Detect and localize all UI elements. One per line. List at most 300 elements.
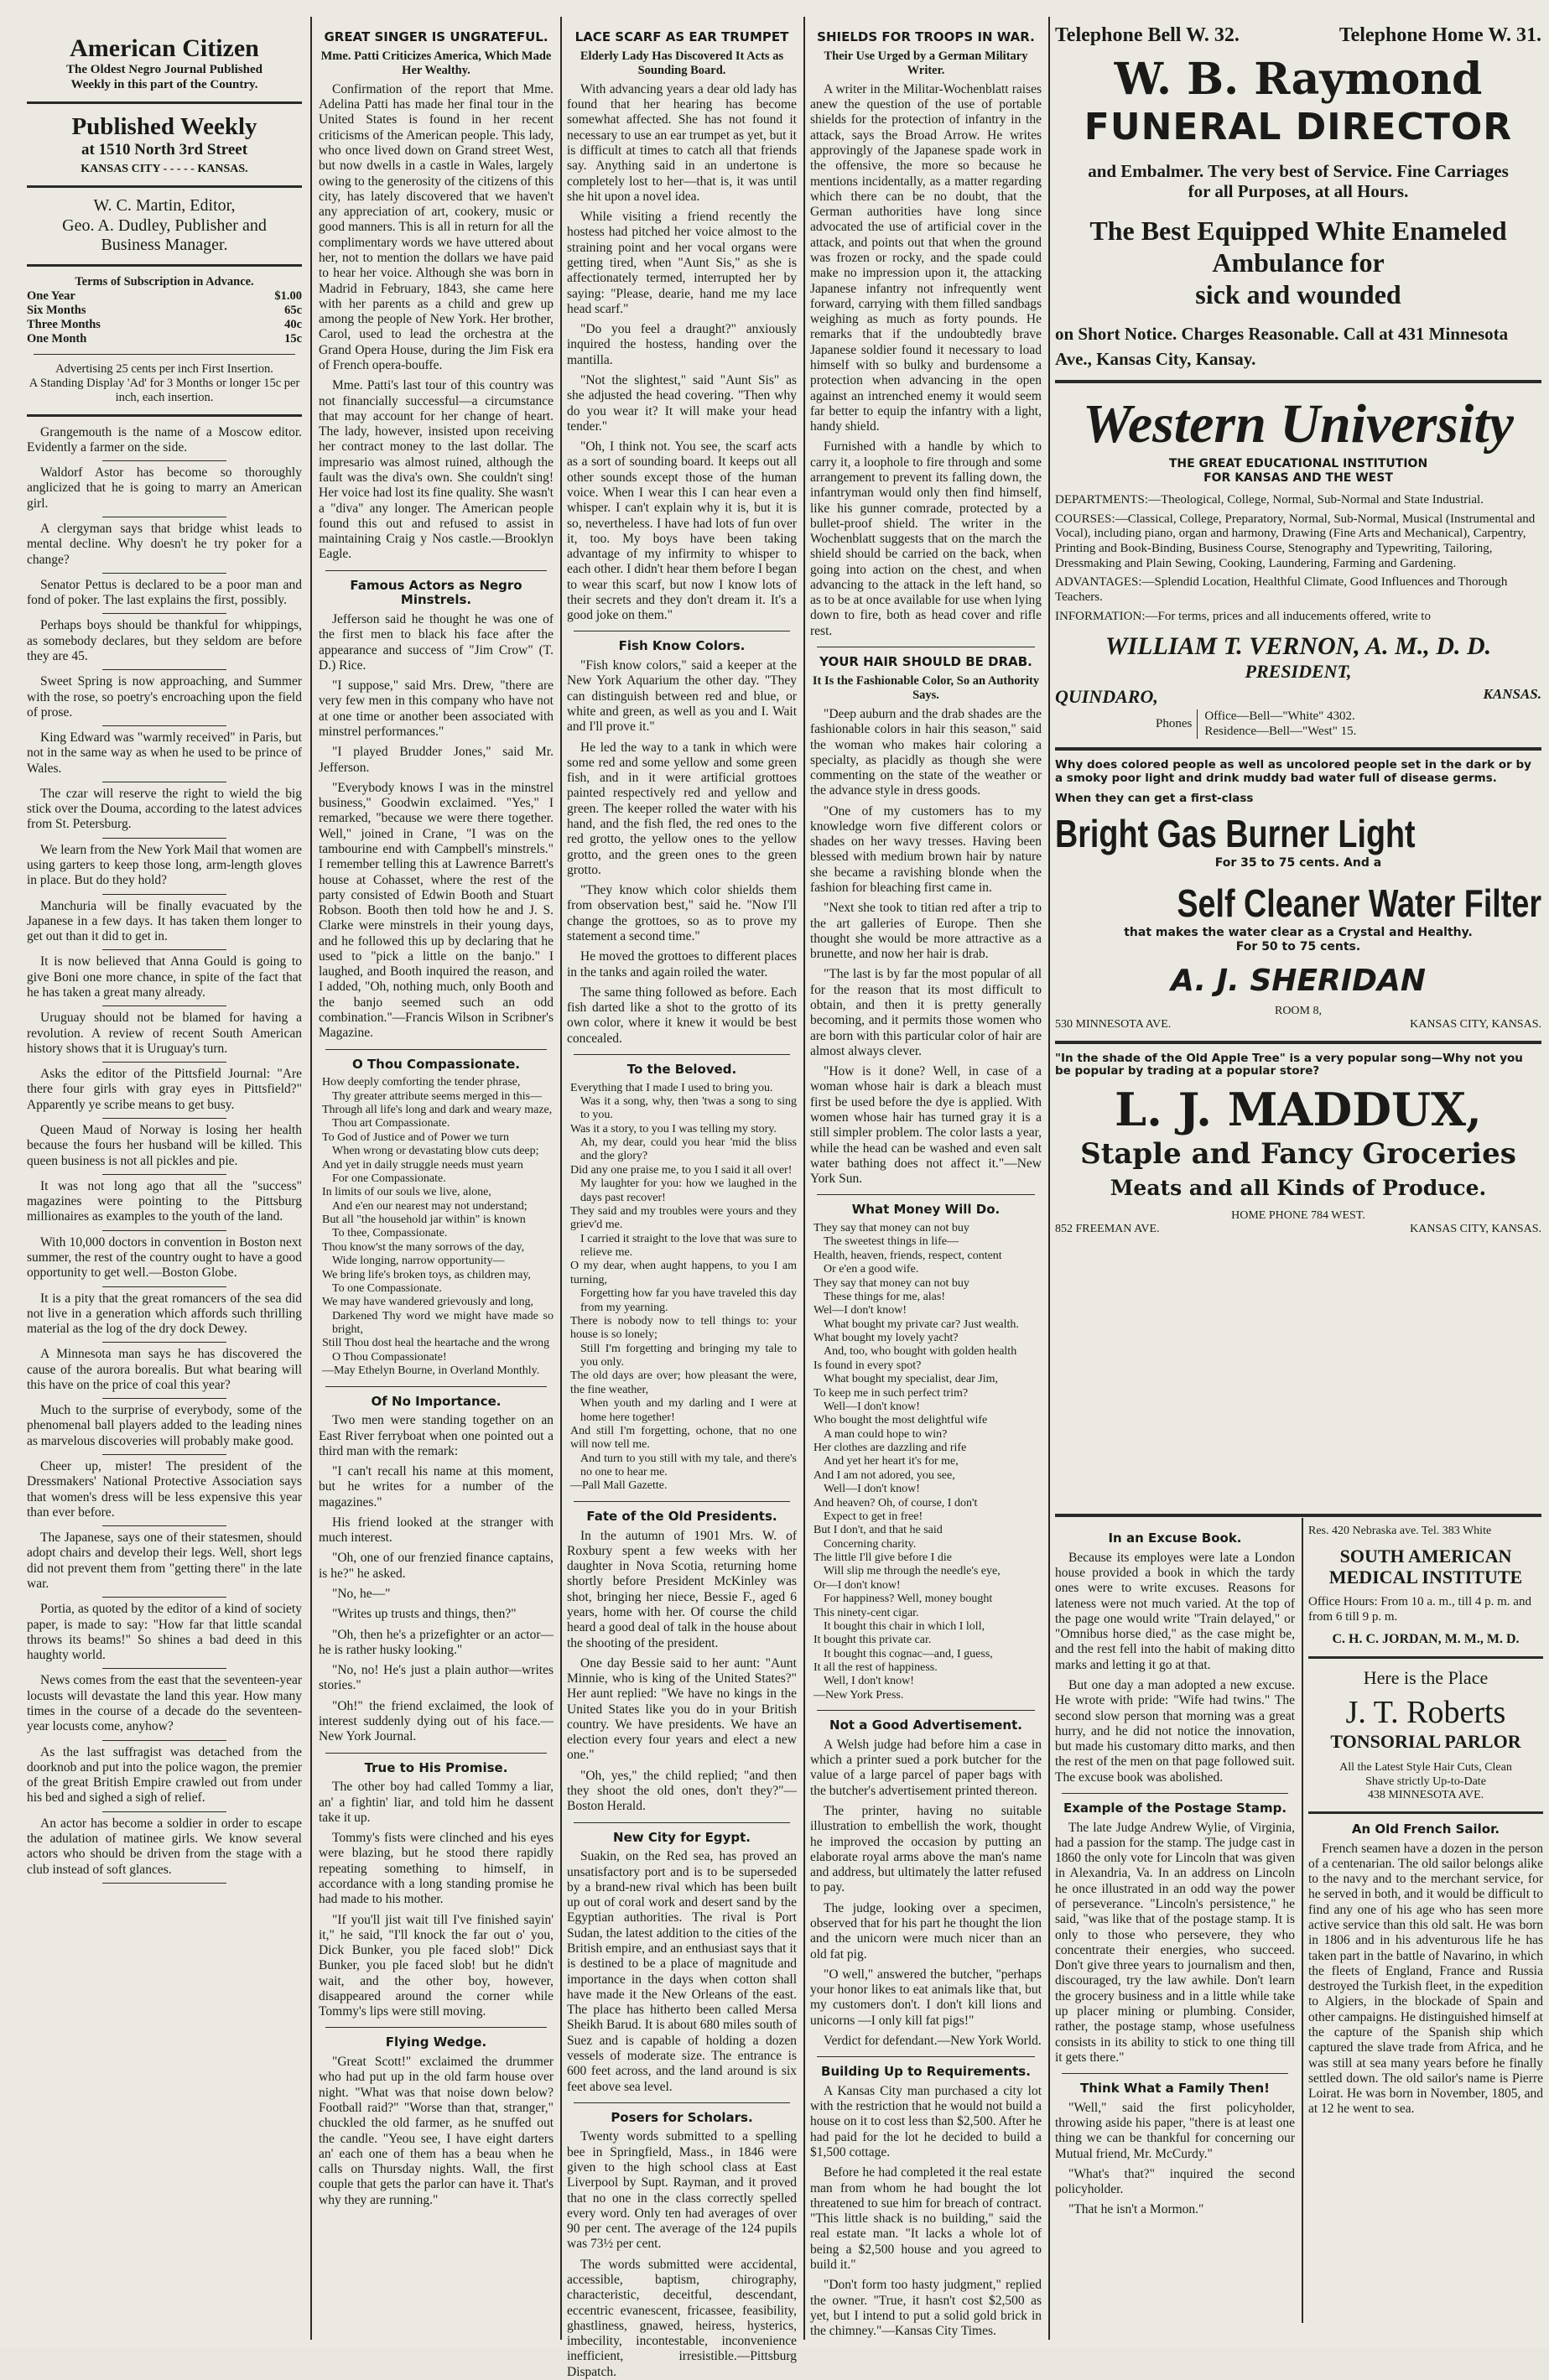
paragraph: "Great Scott!" exclaimed the drummer who had put up in the old farm house over night. "What was that noise down below? Football raid?" "Worse than that, stranger," chuckled the old farmer, as he snuffed out the candle. "Yeou see, I have eight darters an' each one of them has a beau when he calls on Thursday nights. Wall, the first couple that gets the parlor can have it. That's why they are running." — [319, 2055, 554, 2207]
paragraph: But one day a man adopted a new excuse. He wrote with pride: "Wife had twins." The second slow person that morning was a great hurry, and he did not notice the innovation, but made his customary ditto marks, and then the rest of the men on that page followed suit. The excuse book was abolished. — [1055, 1677, 1295, 1785]
poem-line: What bought my specialist, dear Jim, — [824, 1373, 999, 1386]
separator — [102, 1118, 226, 1119]
poem-line: Will slip me through the needle's eye, — [824, 1565, 1001, 1578]
poem-line: And e'en our nearest may not understand; — [332, 1199, 528, 1213]
paragraph: "Oh, yes," the child replied; "and then they shoot the old ones, don't they?"—Boston Herald. — [567, 1768, 797, 1814]
separator — [102, 949, 226, 950]
paragraph: "Don't form too hasty judgment," replied the owner. "True, it hasn't cost $2,500 as yet, but I intend to put a solid gold brick in the chimney."—Kansas City Times. — [810, 2278, 1042, 2339]
paragraph: A Minnesota man says he has discovered the cause of the aurora borealis. But what bearing will this have on the price of coal this year? — [27, 1347, 302, 1392]
article-body — [567, 658, 797, 1047]
terms-list — [27, 289, 302, 346]
wu-kansas: KANSAS. — [1483, 685, 1541, 702]
column-rule — [1302, 1518, 1303, 2323]
poem-line: Or—I don't know! — [813, 1578, 901, 1592]
paragraph: While visiting a friend recently the hostess had pitched her voice almost to the straining point and her vocal organs were getting tired, when "Aunt Sis," as she is affectionately termed, interrupted her by saying: "Please, dearie, hand me my lace head scarf." — [567, 210, 797, 316]
poem-line: Concerning charity. — [824, 1537, 917, 1551]
paragraph: "Writes up trusts and things, then?" — [332, 1607, 517, 1622]
article-body — [319, 1780, 554, 2019]
terms-label: Three Months — [27, 318, 101, 332]
poem-line: The sweetest things in life— — [824, 1235, 959, 1249]
paragraph: In the autumn of 1901 Mrs. W. of Roxbury spent a few weeks with her daughter in Nova Scotia, returning home shortly before President McKinley was shot, bringing her niece, Bessie F., aged 6 years, home with her. Of course the child heard a good deal of talk in the house about the shooting of the president. — [567, 1528, 797, 1650]
poem-line: —New York Press. — [813, 1688, 904, 1702]
poem-line: Wel—I don't know! — [813, 1304, 907, 1317]
poem-line: But all "the household jar within" is known — [322, 1213, 526, 1227]
separator — [102, 1668, 226, 1669]
wu-phones-label: Phones — [1156, 716, 1193, 730]
terms-row — [27, 304, 302, 318]
separator — [102, 1286, 226, 1287]
paragraph: Much to the surprise of everybody, some of the phenomenal ball players added to the leading nines as marvelous discoveries will probably make good. — [27, 1403, 302, 1448]
sheridan-question-2: When they can get a first-class — [1055, 792, 1254, 806]
column-rule — [560, 17, 562, 2340]
article-title: True to His Promise. — [364, 1759, 508, 1775]
paragraph: "That he isn't a Mormon." — [1068, 2202, 1204, 2217]
publisher-city: KANSAS CITY - - - - - KANSAS. — [81, 163, 248, 176]
ads-area — [1055, 23, 1541, 1525]
paragraph: "I can't recall his name at this moment, but he writes for a number of the magazines." — [319, 1464, 554, 1510]
poem-line: Thy greater attribute seems merged in this— — [332, 1089, 543, 1103]
poem-line: —Pall Mall Gazette. — [570, 1479, 668, 1493]
poem-line: —May Ethelyn Bourne, in Overland Monthly. — [322, 1364, 540, 1378]
paragraph: "Well," said the first policyholder, throwing aside his paper, "there is at least one thing we can be thankful for concerning our Mutual friend, Mr. McCurdy." — [1055, 2100, 1295, 2161]
paragraph: Suakin, on the Red sea, has proved an unsatisfactory port and is to be superseded by a brand-new rival which has been built up out of coral work and desert sand by the Egyptian authorities. The rival is Port Sudan, the latest addition to the cities of the British empire, and an enthusiast says that it is destined to be a place of magnitude and importance in the days when cotton shall have made it the New Orleans of the east. The place has hitherto been called Mersa Sheikh Barud. It is about 680 miles south of Suez and is capable of holding a dozen vessels of moderate size. The entrance is 600 feet across, and the land around is six feet above sea level. — [567, 1849, 797, 2094]
paragraph: It was not long ago that all the "success" magazines were pointing to the Pittsburg millionaires as examples to the youth of the land. — [27, 1178, 302, 1224]
poem-line: Was it a story, to you I was telling my story. — [570, 1122, 777, 1135]
wu-departments: DEPARTMENTS:—Theological, College, Normal, Sub-Normal and State Industrial. — [1055, 493, 1484, 507]
poem-line: And turn to you still with my tale, and there's no one to hear me. — [580, 1452, 797, 1479]
paragraph: The printer, having no suitable illustration to embellish the work, thought he improved the occasion by putting an elaborate royal arms above the man's name and address, but ultimately the latter refused to pay. — [810, 1804, 1042, 1895]
separator — [102, 838, 226, 839]
poem-line: Ah, my dear, could you hear 'mid the bliss and the glory? — [580, 1136, 797, 1163]
article-subtitle: It Is the Fashionable Color, So an Authority Says. — [812, 673, 1040, 702]
paragraph: "Oh, one of our frenzied finance captains, is he?" he asked. — [319, 1551, 554, 1581]
poem-line: I carried it straight to the love that was sure to relieve me. — [580, 1232, 797, 1260]
poem-title: What Money Will Do. — [851, 1202, 1001, 1218]
poem-line: Forgetting how far you have traveled this day from my yearning. — [580, 1287, 797, 1314]
paragraph: French seamen have a dozen in the person of a centenarian. The old sailor belongs alike to the navy and to the merchant service, for he served in both, and it would be difficult to find any one of his age who has seen more active service than this old salt. He was born in 1806 and in his adventurous life he has taken part in the battle of Navarino, in which the fleets of England, France and Russia destroyed the Turkish fleet, in the expedition to Algiers, in the blockade of Spain and other campaigns. He distinguished himself at the capture of the Spanish ship which captured the slave trade from Africa, and he was still at sea many years before he finally settled down. The old sailor's name is Pierre Loirat. He was born in November, 1805, and at 12 he went to sea. — [1308, 1841, 1543, 2117]
paragraph: The other boy had called Tommy a liar, an' a fightin' liar, and told him he dassent take it up. — [319, 1780, 554, 1825]
poem-line: It bought this chair in which I loll, — [824, 1619, 985, 1633]
poem-line: For one Compassionate. — [332, 1172, 446, 1185]
paragraph: Mme. Patti's last tour of this country was not financially successful—a circumstance that may account for her change of heart. The lady, however, insisted upon receiving her contract money to the last dollar. The impresario was almost ruined, although the fault was the diva's own. She couldn't sing! Her voice had lost its fine quality. She wasn't a "diva" any longer. The American people found this out and refused to assist in maintaining Craig y Nos castle.—Brooklyn Eagle. — [319, 378, 554, 562]
poem-line: And yet in daily struggle needs must yearn — [322, 1158, 523, 1172]
raymond-line: on Short Notice. Charges Reasonable. Call at 431 Minnesota Ave., Kansas City, Kansay. — [1055, 324, 1509, 369]
poem-line: And, too, who bought with golden health — [824, 1345, 1017, 1359]
jt-name: J. T. Roberts — [1345, 1694, 1506, 1730]
poem-line: It all the rest of happiness. — [813, 1661, 938, 1675]
paragraph: Verdict for defendant.—New York World. — [824, 2033, 1042, 2048]
poem-line: Still I'm forgetting and bringing my tale to you only. — [580, 1342, 797, 1369]
separator — [102, 573, 226, 574]
article-title: New City for Egypt. — [613, 1829, 751, 1845]
paragraph: The words submitted were accidental, accessible, baptism, chirography, characteristic, deceitful, descendant, eccentric evanescent, fricassee, feasibility, ghastliness, gnawed, heiress, hysterics, imbecility, incontestable, inconvenience inefficient, irresistible.—Pittsburg Dispatch. — [567, 2257, 797, 2379]
wu-residence-phone: Residence—Bell—"West" 15. — [1204, 724, 1357, 738]
paragraph: It is a pity that the great romancers of the sea did not live in a generation which affords such thrilling material as the log of the dry dock Dewey. — [27, 1291, 302, 1337]
paragraph: With 10,000 doctors in convention in Boston next summer, the rest of the country ought to have a good opportunity to get well.—Boston Globe. — [27, 1234, 302, 1281]
paragraph: Because its employes were late a London house provided a book in which the tardy ones were to write excuses. Reasons for lateness were not much varied. At the top of the page one would write "Train delayed," or "Omnibus horse died," as the case might be, and the rest fell into the habit of making ditto marks and letting it go at that. — [1055, 1550, 1295, 1672]
paragraph: The Japanese, says one of their statesmen, should adopt chairs and develop their legs. Well, short legs did not prevent them from "getting there" in the late war. — [27, 1530, 302, 1591]
wu-president: PRESIDENT, — [1245, 660, 1352, 682]
display-ad-rate: A Standing Display 'Ad' for 3 Months or longer 15c per inch, each insertion. — [29, 377, 300, 405]
article-title: GREAT SINGER IS UNGRATEFUL. — [324, 29, 548, 44]
poem-line: For happiness? Well, money bought — [824, 1593, 993, 1606]
poem-line: Health, heaven, friends, respect, content — [813, 1249, 1002, 1262]
paragraph: Cheer up, mister! The president of the Dressmakers' National Protective Association says that women's dress will be less expensive this year than ever before. — [27, 1459, 302, 1520]
paragraph: "No, no! He's just a plain author—writes stories." — [319, 1663, 554, 1693]
sheridan-gas-light: Bright Gas Burner Light — [1055, 811, 1416, 855]
maddux-name: L. J. MADDUX, — [1115, 1083, 1482, 1137]
article-title: An Old French Sailor. — [1351, 1821, 1500, 1837]
paragraph: The late Judge Andrew Wylie, of Virginia, had a passion for the stamp. The judge cast in 1860 the only vote for Lincoln that was given in Alexandria, Va. In an address on Lincoln he once illustrated in an odd way the power of perseverance. "Lincoln's persistence," he said, "was like that of the postage stamp. It is only to those who persevere, they who concentrate their energies, who succeed. Don't give three years to journalism and then, discouraged, try the law awhile. Don't learn the grocery business and in a little while take up placer mining or plumbing. Consider, rather, the postage stamp, whose usefulness consists in its ability to stick to one thing till it gets there." — [1055, 1820, 1295, 2065]
poem-line: They say that money can not buy — [813, 1276, 969, 1290]
poem-line: And I am not adored, you see, — [813, 1468, 955, 1482]
paragraph: Two men were standing together on an East River ferryboat when one pointed out a third man with the remark: — [319, 1413, 554, 1458]
paragraph: The judge, looking over a specimen, observed that for his part he thought the lion and the unicorn were much nicer than an old fat pig. — [810, 1900, 1042, 1962]
poem-line: The little I'll give before I die — [813, 1551, 953, 1565]
paragraph: Jefferson said he thought he was one of the first men to black his face after the appearance and success of "Jim Crow" (T. D.) Rice. — [319, 612, 554, 673]
wu-office-phone: Office—Bell—"White" 4302. — [1204, 709, 1355, 723]
jt-line: All the Latest Style Hair Cuts, Clean — [1339, 1761, 1512, 1775]
paragraph: A Kansas City man purchased a city lot with the restriction that he would not build a house on it to cost less than $2,500. After he had paid for the lot he decided to build a $1,500 cottage. — [810, 2083, 1042, 2160]
article-subtitle: Mme. Patti Criticizes America, Which Made Her Wealthy. — [320, 49, 552, 77]
poem-line: And still I'm forgetting, ochone, that no one will now tell me. — [570, 1424, 797, 1452]
sheridan-name: A. J. SHERIDAN — [1171, 964, 1426, 999]
article-title: SHIELDS FOR TROOPS IN WAR. — [817, 29, 1035, 44]
separator — [102, 1740, 226, 1741]
terms-price: 15c — [284, 332, 302, 346]
paragraph: "Deep auburn and the drab shades are the fashionable colors in hair this season," said the woman who makes hair coloring a specialty, as placidly as though she were commenting on the state of the weather or the advance style in dress goods. — [810, 706, 1042, 798]
article-title: Think What a Family Then! — [1079, 2081, 1271, 2097]
terms-title: Terms of Subscription in Advance. — [75, 274, 254, 288]
article-body — [319, 82, 554, 563]
sa-name-2: MEDICAL INSTITUTE — [1328, 1567, 1523, 1588]
paragraph: "I suppose," said Mrs. Drew, "there are very few men in this company who have not at one time or another been associated with minstrel performances." — [319, 678, 554, 739]
paragraph: "Oh, I think not. You see, the scarf acts as a sort of sounding board. It keeps out all other sounds except those of the human voice. When I wear this I can hear even a whisper. I can't explain why it is, but it is so, nevertheless. I have had lots of fun over it, too. My boys have been taking advantage of my infirmity to whisper to each other. I didn't hear them before I began to wear this scarf, but now I know lots of their secrets and they don't dream it. It's a good joke on them." — [567, 439, 797, 623]
article-body — [810, 82, 1042, 639]
terms-row — [27, 318, 302, 332]
poem-line: And yet her heart it's for me, — [824, 1455, 959, 1468]
paragraph: An actor has become a soldier in order to escape the adulation of matinee girls. We know several actors who should be driven from the stage with a club instead of soft glances. — [27, 1816, 302, 1877]
maddux-groceries: Staple and Fancy Groceries — [1080, 1137, 1516, 1172]
poem-line: Who bought the most delightful wife — [813, 1414, 988, 1427]
maddux-address: 852 FREEMAN AVE. — [1055, 1223, 1160, 1236]
jt-address: 438 MINNESOTA AVE. — [1367, 1789, 1484, 1802]
poem-body — [319, 1076, 554, 1378]
article-title: Famous Actors as Negro Minstrels. — [350, 577, 522, 608]
sa-name: SOUTH AMERICAN — [1339, 1545, 1512, 1567]
poem-line: It bought this cognac—and, I guess, — [824, 1647, 993, 1660]
wu-subtitle: THE GREAT EDUCATIONAL INSTITUTION — [1168, 457, 1428, 471]
terms-price: $1.00 — [274, 288, 302, 303]
editor-line: W. C. Martin, Editor, — [93, 195, 236, 215]
article-body — [810, 2084, 1042, 2340]
article-body — [567, 1849, 797, 2095]
poem-line: How deeply comforting the tender phrase, — [322, 1076, 521, 1089]
paragraph: Uruguay should not be blamed for having a revolution. A review of recent South American history shows that it is Uruguay's turn. — [27, 1011, 302, 1056]
article-title: Fish Know Colors. — [618, 638, 746, 654]
sheridan-gas-price: For 35 to 75 cents. And a — [1214, 856, 1382, 870]
poem-line: Wide longing, narrow opportunity— — [332, 1255, 505, 1268]
paragraph: Sweet Spring is now approaching, and Summer with the rose, so poetry's encroaching upon the field of prose. — [27, 674, 302, 720]
raymond-name: W. B. Raymond — [1114, 54, 1483, 106]
sa-hours: Office Hours: From 10 a. m., till 4 p. m. and from 6 till 9 p. m. — [1308, 1595, 1531, 1624]
article-title: Flying Wedge. — [385, 2034, 487, 2050]
article-title: YOUR HAIR SHOULD BE DRAB. — [819, 654, 1032, 670]
paragraph: Queen Maud of Norway is losing her health because the fours her husband will be killed. This queen business is not all pickles and pie. — [27, 1122, 302, 1168]
paragraph: "Not the slightest," said "Aunt Sis" as she adjusted the head covering. "Then why do you wear it? It will make your head tender." — [567, 372, 797, 434]
paragraph: "If you'll jist wait till I've finished sayin' it," he said, "I'll knock the far out o' you, Dick Bunker, you ple faced slob!" Dick Bunker, you ple faced slob! but he didn't wait, and the other boy, however, disappeared around the corner while Tommy's lips were still moving. — [319, 1912, 554, 2019]
sheridan-city: KANSAS CITY, KANSAS. — [1410, 1018, 1541, 1032]
jt-here: Here is the Place — [1363, 1666, 1489, 1688]
article-title: Posers for Scholars. — [611, 2109, 753, 2125]
raymond-ambulance: The Best Equipped White Enameled Ambulance for — [1089, 216, 1507, 278]
poem-line: A man could hope to win? — [824, 1427, 948, 1441]
sheridan-question: Why does colored people as well as uncolored people set in the dark or by a smoky poor light and drink muddy bad water full of disease germs. — [1055, 758, 1531, 786]
separator — [102, 1174, 226, 1175]
poem-body — [567, 1082, 797, 1494]
paragraph: As the last suffragist was detached from the doorknob and put into the police wagon, the premier of the great British Empire crawled out from under his bed and sighed a sigh of relief. — [27, 1744, 302, 1806]
poem-line: What bought my private car? Just wealth. — [824, 1317, 1019, 1331]
paragraph: We learn from the New York Mail that women are using garters to keep those long, arm-length gloves in place. But do they hold? — [27, 842, 302, 888]
separator — [102, 669, 226, 670]
paragraph: "Everybody knows I was in the minstrel business," Goodwin exclaimed. "Yes," I remarked, "because we were there together. Well," joined in Crane, "I was on the tambourine end with Campbell's minstrels." I remember telling this at Lawrence Barrett's house at Cohasset, where the rest of the party consisted of Edwin Booth and Stuart Robson. Booth then told how he and J. S. Clarke were minstrels in their young days, and he followed this up by declaring that he used to "pick a little on the banjo." I laughed, and Booth inquired the reason, and I added, "Oh, nothing much, only Booth and the banjo seemed such an odd combination."—Francis Wilson in Scribner's Magazine. — [319, 780, 554, 1041]
published-weekly: Published Weekly — [71, 112, 257, 140]
poem-title: O Thou Compassionate. — [351, 1056, 521, 1072]
raymond-line: and Embalmer. The very best of Service. Fine Carriages — [1088, 160, 1509, 181]
separator — [102, 460, 226, 461]
terms-row — [27, 289, 302, 304]
poem-line: What bought my lovely yacht? — [813, 1332, 959, 1345]
paragraph: He moved the grottoes to different places in the tanks and again roiled the water. — [567, 949, 797, 980]
poem-line: My laughter for you: how we laughed in the days past recover! — [580, 1177, 797, 1204]
separator — [102, 1883, 226, 1884]
paragraph: Perhaps boys should be thankful for whippings, as somebody declares, but they seldom are before they are 45. — [27, 618, 302, 663]
paragraph: Senator Pettus is declared to be a poor man and fond of poker. The last explains the first, possibly. — [27, 577, 302, 608]
poem-line: They said and my troubles were yours and they griev'd me. — [570, 1204, 797, 1232]
wu-courses: COURSES:—Classical, College, Preparatory, Normal, Sub-Normal, Musical (Instrumental and Vocal), including piano, organ and harmony, Drawing (Fine Arts and Mechanical), Carpentry, Printing and Book-Binding, Business Course, Stenography and Typewriting, Tailoring, Dressmaking and Plain Sewing, Cooking, Laundering, Farming and Gardening. — [1055, 512, 1536, 570]
paragraph: Furnished with a handle by which to carry it, a loophole to fire through and some arrangement to prevent its falling down, the infantryman would only then find himself, like his gunner comrade, protected by a bullet-proof shield. The writer in the Wochenblatt suggests that on the march the shield should be carried on the back, when going into action on the chest, and when advancing to the attack in the left hand, so as to be at once available for use when lying down to fire, both as head cover and rifle rest. — [810, 439, 1042, 638]
article-body — [319, 1413, 554, 1744]
article-body — [1055, 1821, 1295, 2066]
poem-line: Thou know'st the many sorrows of the day, — [322, 1240, 525, 1254]
paragraph: "The last is by far the most popular of all for the reason that its most difficult to obtain, and then it is pretty generally becoming, and it permits those women who are born with this particular color of hair are almost always clever. — [810, 967, 1042, 1058]
poem-line: Well, I don't know! — [824, 1675, 914, 1688]
paragraph: "They know which color shields them from observation best," said he. "Now I'll change the grottoes, so as to prove my statement a second time." — [567, 883, 797, 943]
poem-body — [810, 1222, 1042, 1702]
terms-label: One Year — [27, 288, 75, 303]
wu-advantages: ADVANTAGES:—Splendid Location, Healthful Climate, Good Influences and Thorough Teachers. — [1055, 575, 1508, 605]
separator — [102, 1454, 226, 1455]
paragraph: "Next she took to titian red after a trip to the art galleries of Europe. Then she thought she would be more attractive as a brunette, and now her hair is drab. — [810, 901, 1042, 962]
wu-contact-person: WILLIAM T. VERNON, A. M., D. D. — [1105, 631, 1492, 660]
terms-price: 65c — [284, 303, 302, 317]
maddux-city: KANSAS CITY, KANSAS. — [1410, 1223, 1541, 1236]
article-body — [319, 612, 554, 1042]
sheridan-filter-desc: that makes the water clear as a Crystal and Healthy. — [1124, 926, 1473, 940]
article-title: Example of the Postage Stamp. — [1063, 1800, 1287, 1816]
column-1-paragraphs — [27, 425, 302, 1884]
sheridan-room: ROOM 8, — [1274, 1004, 1322, 1017]
separator — [102, 1230, 226, 1231]
poem-line: Her clothes are dazzling and rife — [813, 1442, 967, 1455]
paragraph: A Welsh judge had before him a case in which a printer sued a pork butcher for the value of a large parcel of paper bags with the butcher's advertisement printed thereon. — [810, 1737, 1042, 1798]
paragraph: A writer in the Militar-Wochenblatt raises anew the question of the use of portable shields for the protection of infantry in the attack, says the Broad Arrow. He writes approvingly of the Japanese spade work in the offensive, the more so because he mentions incidentally, as a matter regarding which there can be no doubt, that the German authorities have long since advocated the use of artificial cover in the attack, and points out that when the ground was frozen or rocky, and the spade could make no impression upon it, the attacking Japanese infantry not infrequently went forward, carrying with them filled sandbags weighing as much as forty pounds. He remarks that if the undoubtedly brave Japanese soldier found it necessary to load himself with so bulky and burdensome a protection when advancing in the open against an intrenched enemy it would seem far better to equip the infantry with a light, handy shield. — [810, 81, 1042, 434]
publisher-line: Geo. A. Dudley, Publisher and — [62, 216, 267, 235]
sa-doctor: C. H. C. JORDAN, M. M., M. D. — [1332, 1631, 1520, 1646]
poem-line: Thou art Compassionate. — [332, 1117, 450, 1130]
poem-line: But I don't, and that he said — [813, 1524, 943, 1537]
separator — [102, 1398, 226, 1399]
jt-line: Shave strictly Up-to-Date — [1365, 1775, 1486, 1788]
article-title: In an Excuse Book. — [1108, 1530, 1242, 1546]
paragraph: Twenty words submitted to a spelling bee in Springfield, Mass., in 1846 were given to the high school class at East Liverpool by Supt. Rayman, and it proved that no one in the class correctly spelled every word. Only ten had averages of over 90 per cent. The average of the 124 pupils was 73½ per cent. — [567, 2129, 797, 2252]
paragraph: Grangemouth is the name of a Moscow editor. Evidently a farmer on the side. — [27, 424, 302, 455]
article-body — [567, 1529, 797, 1815]
poem-line: O Thou Compassionate! — [332, 1350, 447, 1364]
article-body — [1055, 1551, 1295, 1785]
paragraph: His friend looked at the stranger with much interest. — [319, 1515, 554, 1546]
maddux-question: "In the shade of the Old Apple Tree" is a very popular song—Why not you be popular by trading at a popular store? — [1055, 1051, 1523, 1078]
advertising-rate: Advertising 25 cents per inch First Insertion. — [55, 362, 273, 377]
article-body — [810, 1738, 1042, 2049]
publisher-address: at 1510 North 3rd Street — [81, 140, 248, 158]
poem-line: Well—I don't know! — [824, 1400, 920, 1413]
article-title: LACE SCARF AS EAR TRUMPET — [574, 29, 789, 44]
poem-line: Through all life's long and dark and weary maze, — [322, 1104, 553, 1117]
poem-line: This ninety-cent cigar. — [813, 1606, 919, 1619]
article-body — [319, 2055, 554, 2208]
paragraph: A clergyman says that bridge whist leads to mental decline. Why doesn't he try poker for a change? — [27, 521, 302, 567]
article-body — [1055, 2101, 1295, 2218]
raymond-line: for all Purposes, at all Hours. — [1188, 181, 1409, 202]
poem-line: There is nobody now to tell things to: your house is so lonely; — [570, 1314, 797, 1342]
poem-line: To keep me in such perfect trim? — [813, 1386, 969, 1400]
paragraph: "Oh!" the friend exclaimed, the look of interest suddenly dying out of his face.—New York Journal. — [319, 1698, 554, 1744]
manager-line: Business Manager. — [101, 236, 228, 255]
masthead-tagline-2: Weekly in this part of the Country. — [70, 78, 258, 92]
terms-label: Six Months — [27, 303, 86, 317]
maddux-phone: HOME PHONE 784 WEST. — [1231, 1208, 1365, 1222]
paragraph: It is now believed that Anna Gould is going to give Boni one more chance, in spite of the fact that he has taken a great many already. — [27, 954, 302, 1000]
poem-line: Still Thou dost heal the heartache and the wrong — [322, 1337, 550, 1350]
telephone-bell: Telephone Bell W. 32. — [1055, 24, 1240, 46]
poem-line: To God of Justice and of Power we turn — [322, 1130, 509, 1144]
poem-line: Or e'en a good wife. — [824, 1263, 919, 1276]
separator — [102, 1597, 226, 1598]
paragraph: Portia, as quoted by the editor of a kind of society paper, is made to say: "How far that little scandal throws its beams!" So shines a bad deed in this haughty world. — [27, 1602, 302, 1663]
sa-residence: Res. 420 Nebraska ave. Tel. 383 White — [1308, 1525, 1492, 1537]
poem-line: O my dear, when aught happens, to you I am turning, — [570, 1260, 797, 1286]
separator — [102, 1811, 226, 1812]
masthead-tagline: The Oldest Negro Journal Published — [66, 63, 262, 77]
poem-title: To the Beloved. — [626, 1061, 737, 1077]
poem-line: In limits of our souls we live, alone, — [322, 1186, 491, 1199]
column-6-lower — [1308, 1525, 1543, 2338]
article-subtitle: Their Use Urged by a German Military Writer. — [824, 49, 1028, 77]
paragraph: "I played Brudder Jones," said Mr. Jefferson. — [319, 745, 554, 775]
poem-line: When youth and my darling and I were at home here together! — [580, 1397, 797, 1424]
terms-label: One Month — [27, 332, 87, 346]
poem-line: Well—I don't know! — [824, 1483, 920, 1496]
paragraph: "How is it done? Well, in case of a woman whose hair is dark a bleach must first be used before the dye is applied. With women whose hair has turned gray it is a still simpler problem. The color lasts a year, while the head can be washed and even salt water bathing does not affect it."—New York Sun. — [810, 1064, 1042, 1187]
separator — [102, 725, 226, 726]
maddux-produce: Meats and all Kinds of Produce. — [1110, 1176, 1487, 1201]
paragraph: The same thing followed as before. Each fish darted like a shot to the grotto of its own color, where it knew it would be best concealed. — [567, 985, 797, 1046]
sheridan-water-filter: Self Cleaner Water Filter — [1177, 881, 1541, 925]
paragraph: With advancing years a dear old lady has found that her hearing has become somewhat affected. She has not found it necessary to use an ear trumpet as yet, but it is difficult at times to catch all that friends say. Anything said in an undertone is completely lost to her—that is, it was until she hit upon a novel idea. — [567, 81, 797, 204]
separator — [102, 613, 226, 614]
wu-subtitle-2: FOR KANSAS AND THE WEST — [1203, 470, 1393, 485]
paragraph: He led the way to a tank in which were some red and some yellow and some green fish, and in it were artificial grottoes painted respectively red and yellow and green. The keeper rolled the water with his hand, and the fish fled, the red ones to the red grotto, the yellow ones to the yellow grotto, and the green ones to the green grotto. — [567, 740, 797, 877]
column-rule — [1048, 17, 1050, 2340]
poem-line: Everything that I made I used to bring you. — [570, 1081, 773, 1094]
poem-line: Did any one praise me, to you I said it all over! — [570, 1163, 793, 1177]
column-2 — [319, 23, 554, 2338]
paragraph: "O well," answered the butcher, "perhaps your honor likes to eat animals like that, but my customers don't. I don't kill lions and unicorns —I only kill fat pigs!" — [810, 1967, 1042, 2028]
separator — [102, 1342, 226, 1343]
poem-line: Expect to get in free! — [824, 1510, 923, 1523]
jt-subtitle: TONSORIAL PARLOR — [1330, 1731, 1521, 1753]
separator — [102, 1062, 226, 1063]
paragraph: "What's that?" inquired the second policyholder. — [1055, 2166, 1295, 2197]
paragraph: Before he had completed it the real estate man from whom he had bought the lot threatened to sue him for breach of contract. "This little shack is no building," said the real estate man. "It lacks a whole lot of being a $2,500 house and you agreed to build it." — [810, 2165, 1042, 2272]
telephone-home: Telephone Home W. 31. — [1338, 24, 1541, 46]
paragraph: Asks the editor of the Pittsfield Journal: "Are there four girls with gray eyes in Pittsfield?" Apparently ye scribe means to get busy. — [27, 1067, 302, 1112]
paragraph: "One of my customers has to my knowledge worn five different colors or shades on her wavy tresses. Having been blessed with medium brown hair by nature she became a ravishing blonde when the fashion for bleaching first came in. — [810, 803, 1042, 896]
column-5-lower — [1055, 1525, 1295, 2338]
poem-line: Is found in every spot? — [813, 1359, 922, 1372]
article-title: Fate of the Old Presidents. — [586, 1508, 777, 1524]
column-4 — [810, 23, 1042, 2338]
article-subtitle: Elderly Lady Has Discovered It Acts as Sounding Board. — [580, 49, 784, 77]
paragraph: "No, he—" — [332, 1587, 391, 1602]
terms-row — [27, 332, 302, 346]
poem-line: These things for me, alas! — [824, 1290, 946, 1303]
paragraph: Manchuria will be finally evacuated by the Japanese in a few days. It has taken them longer to get out than it did to get in. — [27, 898, 302, 944]
poem-line: To one Compassionate. — [332, 1281, 442, 1295]
poem-line: And heaven? Oh, of course, I don't — [813, 1496, 978, 1510]
paragraph: "Oh, then he's a prizefighter or an actor—he is rather husky looking." — [319, 1627, 554, 1657]
poem-line: We bring life's broken toys, as children may, — [322, 1268, 531, 1281]
poem-line: To thee, Compassionate. — [332, 1227, 448, 1240]
article-body — [567, 82, 797, 624]
masthead-title: American Citizen — [70, 34, 259, 62]
paragraph: One day Bessie said to her aunt: "Aunt Minnie, who is king of the United States?" Her aunt replied: "We have no kings in the United States like you do in your British country. We have presidents. We have an election every four years and elect a new one." — [567, 1655, 797, 1763]
column-1 — [27, 34, 302, 2348]
article-title: Of No Importance. — [371, 1393, 502, 1409]
terms-price: 40c — [284, 318, 302, 332]
paragraph: Confirmation of the report that Mme. Adelina Patti has made her final tour in the United States is found in her recent criticisms of the American people. This lady, who once lived down on Grand street West, but now dwells in a castle in Wales, largely owing to the generosity of the citizens of this city, has lately discovered that we haven't any appreciation of art, cookery, music or good manners. This is all in return for all the complimentary words we have uttered about her, not to mention the dollars we have paid to hear her voice. Although she was born in Madrid in February, 1843, she came here with her parents as a child and grew up among the people of New York. Her brother, Carol, used to lead the orchestra at the Grand Opera House, during the Jim Fisk era of French opera-bouffe. — [319, 81, 554, 372]
article-body — [810, 707, 1042, 1187]
poem-line: When wrong or devastating blow cuts deep; — [332, 1145, 539, 1158]
poem-line: They say that money can not buy — [813, 1222, 969, 1235]
wu-information: INFORMATION:—For terms, prices and all inducements offered, write to — [1055, 609, 1431, 623]
poem-line: The old days are over; how pleasant the were, the fine weather, — [570, 1369, 797, 1396]
poem-line: Was it a song, why, then 'twas a song to sing to you. — [580, 1094, 797, 1122]
separator — [102, 894, 226, 895]
column-3 — [567, 23, 797, 2379]
article-title: Building Up to Requirements. — [821, 2064, 1031, 2080]
paragraph: News comes from the east that the seventeen-year locusts will devastate the land this year. How many times in the course of a decade do the seventeen-year locusts come, anyhow? — [27, 1673, 302, 1734]
raymond-ambulance-2: sick and wounded — [1195, 278, 1401, 309]
column-rule — [803, 17, 805, 2340]
sheridan-address: 530 MINNESOTA AVE. — [1055, 1018, 1172, 1032]
poem-line: Darkened Thy word we might have made so bright, — [332, 1309, 554, 1337]
paragraph: Tommy's fists were clinched and his eyes were blazing, but he stood there rapidly repeating something to himself, in accordance with a long standing promise he had made to his mother. — [319, 1831, 554, 1907]
article-body — [1308, 1842, 1543, 2118]
column-rule — [310, 17, 312, 2340]
poem-line: It bought this private car. — [813, 1634, 932, 1647]
